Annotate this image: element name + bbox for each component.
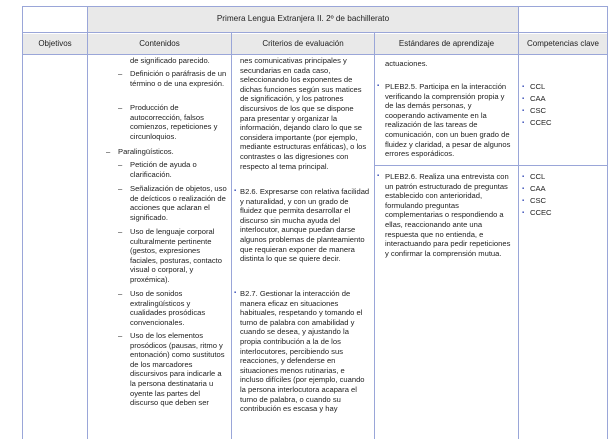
col-divider-criterios: [374, 33, 375, 439]
contenido-item: Producción de autocorrección, falsos comienzos, repeticiones y circunloquios.: [130, 103, 218, 141]
competencias-group-2: [522, 171, 552, 219]
estandar-pleb2-6: PLEB2.6. Realiza una entrevista con un patrón estructurado de preguntas establecido con anterioridad, formulando preguntas complementarias o respondiendo a ellas, reaccionando ante una respuesta que no entienda, e interactuando para pedir repeticiones y confirmar la comprensión mutua.: [385, 172, 511, 258]
competencia-item: ▪ CAA: [522, 183, 552, 195]
estandar-pleb2-5: PLEB2.5. Participa en la interacción verificando la comprensión propia y de las demás personas, y cooperando activamente en la realización de las tareas de comunicación, con un buen grado de fluidez y claridad, a pesar de algunos errores esporádicos.: [385, 82, 511, 159]
contenido-item: Definición o paráfrasis de un término o de una expresión.: [130, 69, 227, 88]
competencia-item: ▪ CSC: [522, 105, 552, 117]
criterio-bullet: ▪: [234, 188, 237, 194]
contenido-item: Uso de sonidos extralingüísticos y cualidades prosódicas convencionales.: [130, 289, 206, 327]
table-left-border: [22, 6, 23, 439]
col-divider-objetivos: [87, 6, 88, 439]
dash-marker: –: [118, 184, 123, 193]
competencia-item: ▪ CCL: [522, 171, 552, 183]
dash-marker: –: [106, 147, 111, 156]
competencia-item: ▪ CCEC: [522, 117, 552, 129]
contenido-item: Uso de los elementos prosódicos (pausas, ritmo y entonación) como sustitutos de los marcadores discursivos para indicarle a la persona destinataria u oyente las partes del discurso que deben ser: [130, 331, 225, 408]
competencia-item: ▪ CAA: [522, 93, 552, 105]
estandar-bullet: ▪: [377, 83, 380, 89]
criterio-b2-7: B2.7. Gestionar la interacción de manera eficaz en situaciones habituales, respetando y tomando el turno de palabra con amabilidad y cuando se desea, y ajustando la propia contribución a la de los interlocutores, percibiendo sus reacciones, y defenderse en situaciones menos rutinarias, e incluso difíciles (por ejemplo, cuando la persona interlocutora acapara el turno de palabra, o cuando su contribución es escasa y hay: [240, 289, 365, 414]
estandares-row-divider: [374, 165, 608, 166]
criterio-bullet: ▪: [234, 290, 237, 296]
competencia-item: ▪ CCL: [522, 81, 552, 93]
dash-marker: –: [118, 160, 123, 169]
header-objetivos: Objetivos: [38, 39, 72, 48]
dash-marker: –: [118, 69, 123, 78]
header-contenidos: Contenidos: [139, 39, 180, 48]
criterio-continuation: nes comunicativas principales y secundarias en cada caso, seleccionando los exponentes de dichas funciones según sus matices de significación, y los patrones discursivos de los que se dispone para presentar y organizar la información, dejando claro lo que se considera importante (por ejemplo, mediante estructuras enfáticas), o los contrastes o las digresiones con respecto al tema principal.: [240, 56, 367, 171]
header-row-bottom-border: [22, 54, 608, 55]
criterio-b2-6: B2.6. Expresarse con relativa facilidad y naturalidad, y con un grado de fluidez que permita desarrollar el discurso sin mucha ayuda del interlocutor, aunque puedan darse algunos problemas de planteamiento que requieran exponer de manera distinta lo que se quiere decir.: [240, 187, 370, 264]
table-title: Primera Lengua Extranjera II. 2º de bachillerato: [216, 14, 390, 23]
estandar-continuation: actuaciones.: [385, 59, 428, 68]
contenido-item: Señalización de objetos, uso de deícticos o realización de acciones que aclaran el significado.: [130, 184, 227, 222]
col-divider-contenidos: [231, 33, 232, 439]
competencia-item: ▪ CCEC: [522, 207, 552, 219]
col-divider-estandares: [518, 6, 519, 439]
table-right-border: [607, 6, 608, 439]
contenido-item: de significado parecido.: [130, 56, 210, 65]
header-competencias: Competencias clave: [526, 39, 600, 48]
dash-marker: –: [118, 103, 123, 112]
contenido-item: Petición de ayuda o clarificación.: [130, 160, 197, 179]
table-top-border: [22, 6, 608, 7]
contenido-item: Uso de lenguaje corporal culturalmente pertinente (gestos, expresiones faciales, posturas, contacto visual o corporal, y proxémica).: [130, 227, 223, 284]
title-row-bottom-border: [22, 32, 608, 33]
header-estandares: Estándares de aprendizaje: [398, 39, 495, 48]
contenido-item: Paralingüísticos.: [118, 147, 174, 156]
competencias-group-1: [522, 81, 552, 129]
estandar-bullet: ▪: [377, 173, 380, 179]
dash-marker: –: [118, 331, 123, 340]
competencia-item: ▪ CSC: [522, 195, 552, 207]
dash-marker: –: [118, 227, 123, 236]
dash-marker: –: [118, 289, 123, 298]
header-criterios: Criterios de evaluación: [262, 39, 344, 48]
